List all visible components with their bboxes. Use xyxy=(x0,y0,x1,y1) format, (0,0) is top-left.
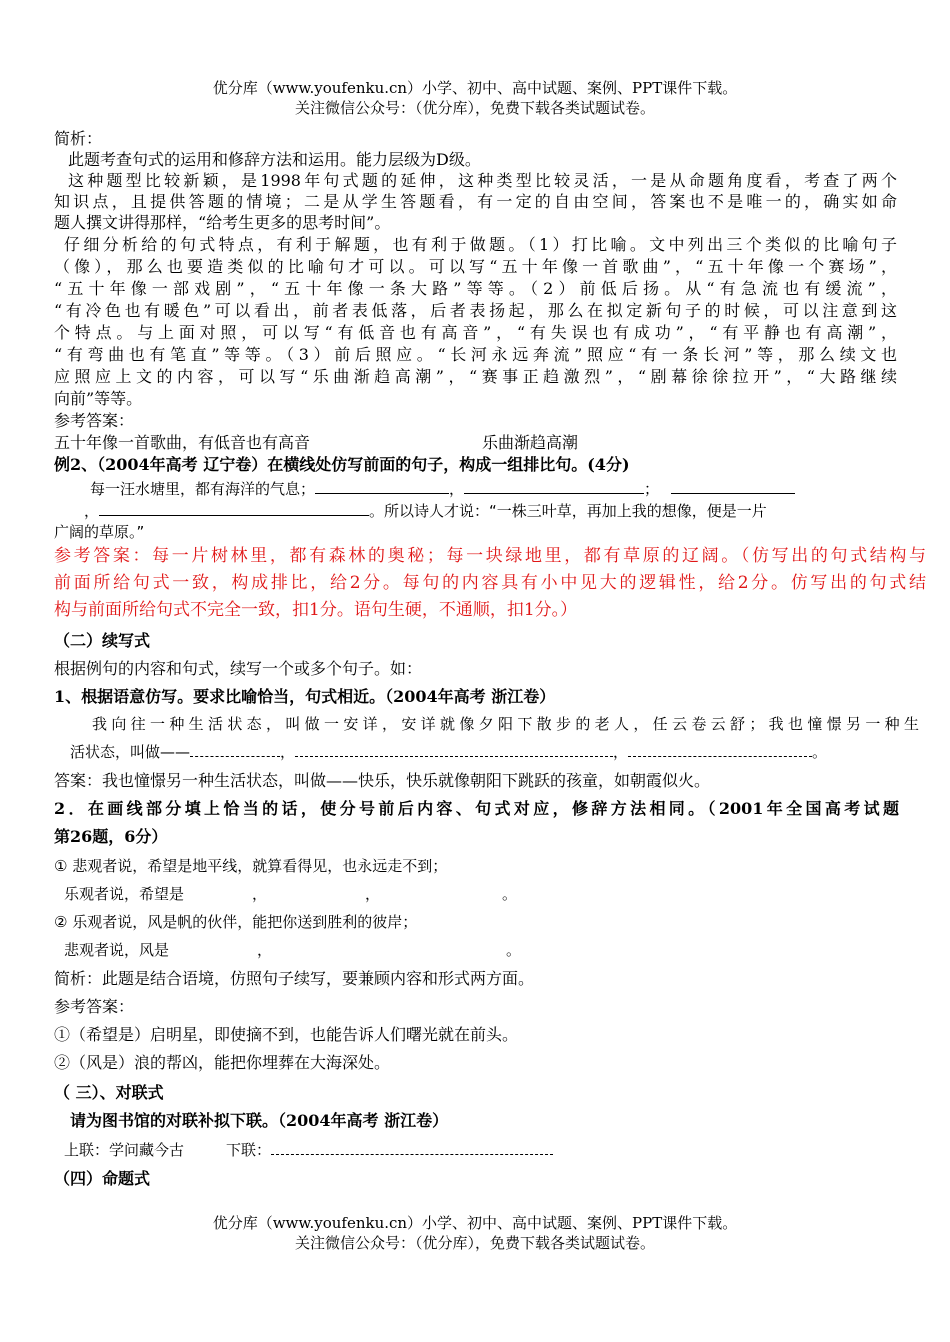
question-2-answer-2: ②（风是）浪的帮凶，能把你埋葬在大海深处。 xyxy=(54,1053,391,1072)
example-2-question-line-2: ， 。所以诗人才说：“一株三叶草，再加上我的想像，便是一片 xyxy=(84,502,767,520)
example-2-answer-line-1: 参考答案：每一片树林里，都有森林的奥秘；每一块绿地里，都有草原的辽阔。（仿写出的句式结构与 xyxy=(54,546,926,566)
example-2-question-text: 每一汪水塘里，都有海洋的气息； xyxy=(90,480,316,498)
question-2-item-2-blank-line: 悲观者说，风是 ， 。 xyxy=(64,941,522,959)
example-2-answer-line-3: 构与前面所给句式不完全一致，扣1分。语句生硬，不通顺，扣1分。） xyxy=(54,600,578,620)
couplet-line xyxy=(64,1140,553,1161)
blank-3[interactable] xyxy=(671,478,795,494)
question-1-answer: 答案：我也憧憬另一种生活状态，叫做——快乐，快乐就像朝阳下跳跃的孩童，如朝霞似火。 xyxy=(54,771,711,790)
question-1-title: 1、根据语意仿写。要求比喻恰当，句式相近。（2004年高考 浙江卷） xyxy=(54,687,556,706)
dash-blank-3[interactable] xyxy=(628,744,812,757)
question-1-line-2: 活状态，叫做—— ， ， 。 xyxy=(70,743,828,761)
page-footer-line-2: 关注微信公众号：（优分库），免费下载各类试题试卷。 xyxy=(294,1234,655,1252)
couplet-upper: 上联：学问藏今古 xyxy=(64,1141,185,1159)
analysis-paragraph-1: 此题考查句式的运用和修辞方法和运用。能力层级为D级。 xyxy=(68,150,481,169)
analysis-label: 简析： xyxy=(54,129,103,148)
question-2-item-1-blank-line: 乐观者说，希望是 ， ， 。 xyxy=(64,885,518,903)
dash-blank-2[interactable] xyxy=(295,744,613,757)
reference-answer-a: 五十年像一首歌曲，有低音也有高音 xyxy=(54,433,311,452)
analysis-p2-line-1: 这种题型比较新颖，是1998年句式题的延伸，这种类型比较灵活，一是从命题角度看，考查了两个 xyxy=(68,171,897,190)
example-2-answer-line-2: 前面所给句式一致，构成排比，给2分。每句的内容具有小中见大的逻辑性，给2分。仿写出的句式结 xyxy=(54,573,926,593)
example-2-question-line-1: 每一汪水塘里，都有海洋的气息； ， ； xyxy=(90,478,795,500)
section-4-title: （四）命题式 xyxy=(54,1169,151,1188)
section-3-question: 请为图书馆的对联补拟下联。（2004年高考 浙江卷） xyxy=(70,1111,449,1130)
question-2-analysis: 简析：此题是结合语境，仿照句子续写，要兼顾内容和形式两方面。 xyxy=(54,969,535,988)
analysis-p2-line-2: 知识点，且提供答题的情境；二是从学生答题看，有一定的自由空间，答案也不是唯一的，确实如命 xyxy=(54,192,897,211)
section-2-title: （二）续写式 xyxy=(54,631,151,650)
reference-answer-label: 参考答案： xyxy=(54,411,135,430)
question-2-title-line-2: 第26题，6分） xyxy=(54,827,168,846)
example-2-title: 例2、（2004年高考 辽宁卷）在横线处仿写前面的句子，构成一组排比句。(4分) xyxy=(54,455,630,474)
question-1-line-1: 我向往一种生活状态，叫做一安详，安详就像夕阳下散步的老人，任云卷云舒；我也憧憬另一种生 xyxy=(92,715,919,733)
question-2-title-line-1: 2．在画线部分填上恰当的话，使分号前后内容、句式对应，修辞方法相同。（2001年全国高考试题 xyxy=(54,799,899,818)
couplet-lower-blank[interactable] xyxy=(271,1142,553,1155)
blank-1[interactable] xyxy=(315,478,449,494)
page-footer-line-1: 优分库（www.youfenku.cn）小学、初中、高中试题、案例、PPT课件下载。 xyxy=(212,1214,738,1232)
question-2-reference-label: 参考答案： xyxy=(54,997,135,1016)
question-2-answer-1: ①（希望是）启明星，即使摘不到，也能告诉人们曙光就在前头。 xyxy=(54,1025,519,1044)
analysis-p3-line-7: 应照应上文的内容，可以写“乐曲渐趋高潮”，“赛事正趋激烈”，“剧幕徐徐拉开”，“大路继续 xyxy=(54,367,897,386)
example-2-question-line-3: 广阔的草原。” xyxy=(54,523,145,541)
dash-blank-1[interactable] xyxy=(190,744,280,757)
analysis-p3-line-6: “有弯曲也有笔直”等等。（3）前后照应。“长河永远奔流”照应“有一条长河”等，那么续文也 xyxy=(54,345,897,364)
question-2-item-2: ② 乐观者说，风是帆的伙伴，能把你送到胜利的彼岸； xyxy=(54,913,418,931)
section-3-title: （ 三）、对联式 xyxy=(54,1083,164,1102)
blank-4[interactable] xyxy=(99,500,369,516)
analysis-p3-line-1: 仔细分析给的句式特点，有利于解题，也有利于做题。（1）打比喻。文中列出三个类似的比喻句子 xyxy=(64,235,897,254)
analysis-p3-line-2: （像），那么也要造类似的比喻句才可以。可以写“五十年像一首歌曲”，“五十年像一个赛场”， xyxy=(54,257,897,276)
question-2-item-1: ① 悲观者说，希望是地平线，就算看得见，也永远走不到； xyxy=(54,857,448,875)
page-header-line-1: 优分库（www.youfenku.cn）小学、初中、高中试题、案例、PPT课件下载。 xyxy=(212,79,738,97)
analysis-p2-line-3: 题人撰文讲得那样，“给考生更多的思考时间”。 xyxy=(54,213,391,232)
reference-answer-b: 乐曲渐趋高潮 xyxy=(482,433,579,452)
couplet-lower-label: 下联： xyxy=(226,1141,272,1159)
analysis-p3-line-8: 向前”等等。 xyxy=(54,389,143,408)
page-header-line-2: 关注微信公众号：（优分库），免费下载各类试题试卷。 xyxy=(294,99,655,117)
section-2-intro: 根据例句的内容和句式，续写一个或多个句子。如： xyxy=(54,659,423,678)
blank-2[interactable] xyxy=(464,478,644,494)
analysis-p3-line-3: “五十年像一部戏剧”，“五十年像一条大路”等等。（2）前低后扬。从“有急流也有缓流”， xyxy=(54,279,897,298)
analysis-p3-line-5: 个特点。与上面对照，可以写“有低音也有高音”，“有失误也有成功”，“有平静也有高潮”， xyxy=(54,323,897,342)
analysis-p3-line-4: “有冷色也有暖色”可以看出，前者表低落，后者表扬起，那么在拟定新句子的时候，可以注意到这 xyxy=(54,301,897,320)
